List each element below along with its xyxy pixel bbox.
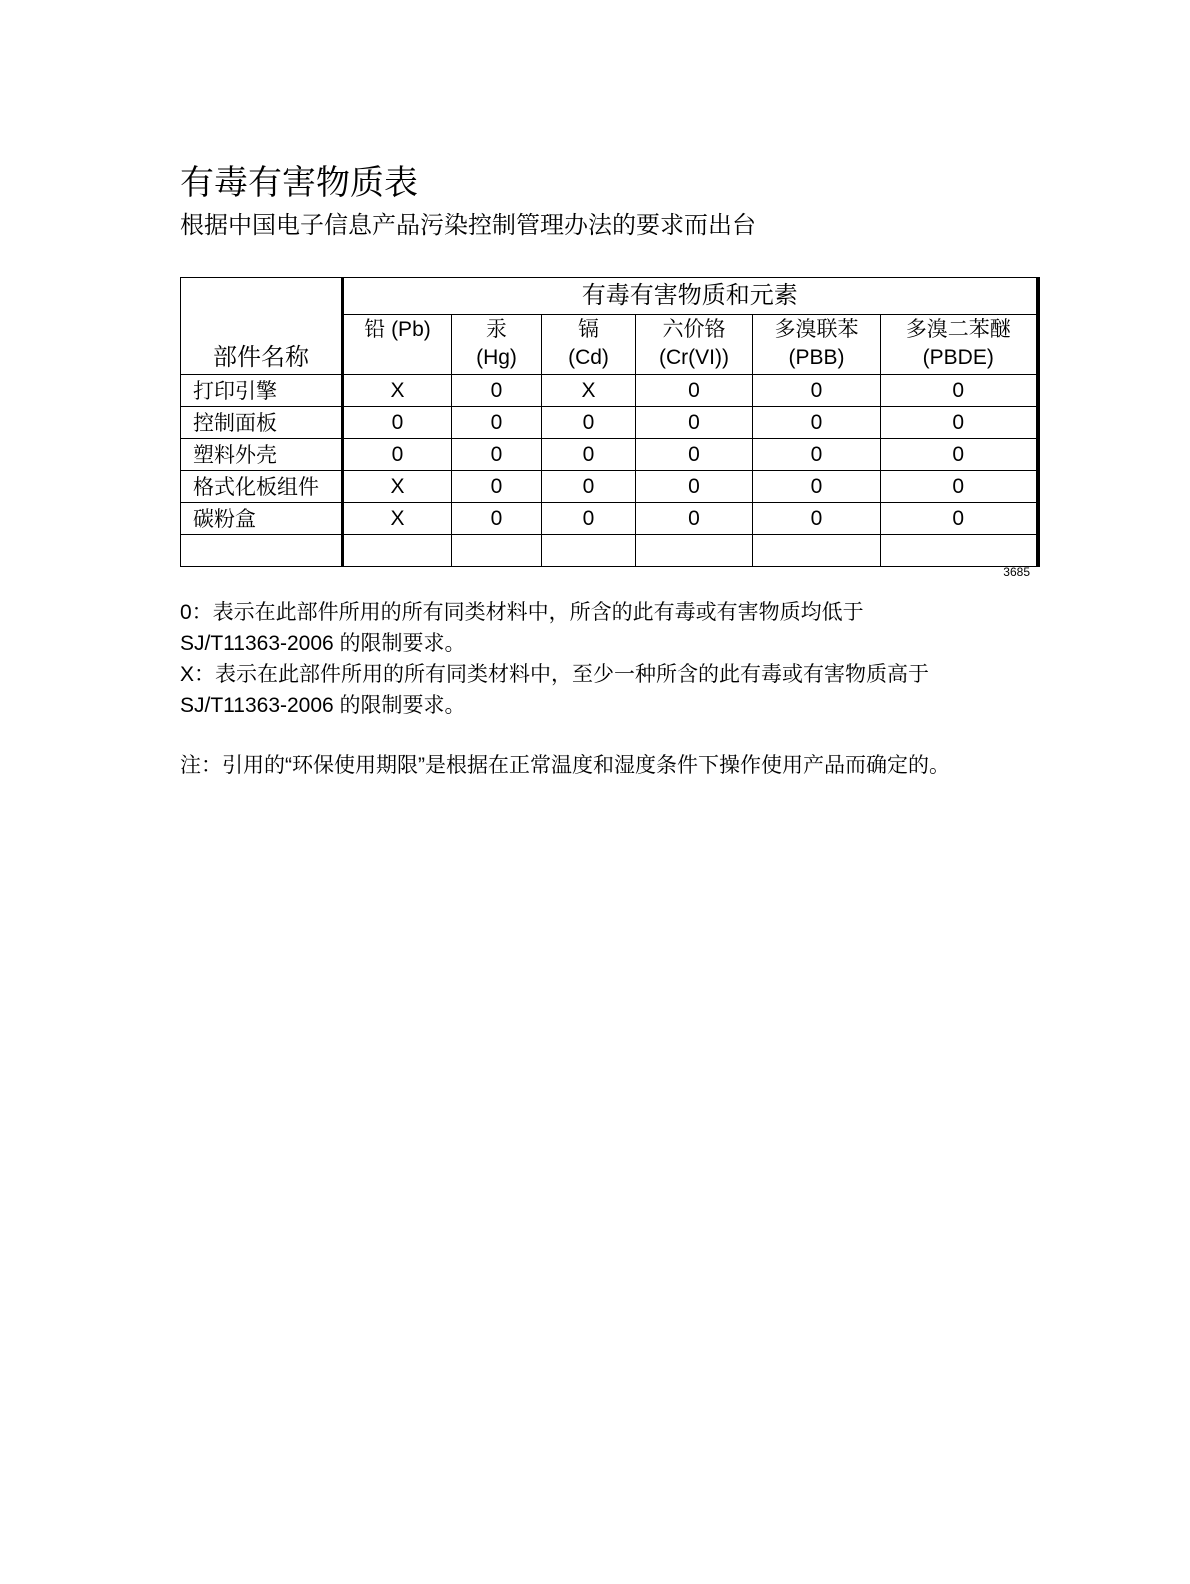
value-cell: 0 <box>753 471 881 503</box>
part-name-cell: 控制面板 <box>181 407 343 439</box>
substance-group-header: 有毒有害物质和元素 <box>343 278 1038 315</box>
value-cell: 0 <box>881 439 1038 471</box>
substance-name: 汞 <box>486 318 507 341</box>
value-cell: 0 <box>636 375 753 407</box>
note-x-line1: X：表示在此部件所用的所有同类材料中，至少一种所含的此有毒或有害物质高于 <box>180 663 930 686</box>
value-cell: 0 <box>636 503 753 535</box>
empty-cell <box>753 535 881 567</box>
document-code: 3685 <box>1003 565 1030 579</box>
part-name-cell: 格式化板组件 <box>181 471 343 503</box>
table-row <box>181 503 1038 535</box>
substance-symbol: (Cr(VI)) <box>659 346 729 369</box>
substance-symbol: (Cd) <box>568 346 609 369</box>
value-cell: 0 <box>542 407 636 439</box>
part-name-header: 部件名称 <box>181 278 343 375</box>
value-cell: X <box>343 503 452 535</box>
value-cell: 0 <box>452 503 542 535</box>
part-name-cell: 打印引擎 <box>181 375 343 407</box>
value-cell: 0 <box>452 375 542 407</box>
value-cell: 0 <box>753 407 881 439</box>
substance-name: 镉 <box>578 318 599 341</box>
page-title: 有毒有害物质表 <box>180 163 418 203</box>
value-cell: X <box>343 375 452 407</box>
notes-section <box>180 597 950 781</box>
value-cell: 0 <box>753 375 881 407</box>
table-row <box>181 375 1038 407</box>
value-cell: 0 <box>542 503 636 535</box>
table-row <box>181 407 1038 439</box>
hazardous-substances-table <box>180 277 1040 567</box>
value-cell: 0 <box>636 471 753 503</box>
table-header-row <box>181 278 1038 315</box>
empty-cell <box>343 535 452 567</box>
substance-name: 铅 (Pb) <box>364 318 431 341</box>
substance-header-pb <box>343 315 452 375</box>
substance-header-cr-vi <box>636 315 753 375</box>
note-spacer <box>180 721 950 750</box>
page-subtitle: 根据中国电子信息产品污染控制管理办法的要求而出台 <box>180 211 756 239</box>
substance-header-hg <box>452 315 542 375</box>
value-cell: 0 <box>753 503 881 535</box>
value-cell: 0 <box>881 471 1038 503</box>
empty-cell <box>452 535 542 567</box>
value-cell: 0 <box>343 439 452 471</box>
empty-cell <box>542 535 636 567</box>
substance-header-pbde <box>881 315 1038 375</box>
table-row-empty <box>181 535 1038 567</box>
substance-header-cd <box>542 315 636 375</box>
part-name-cell: 塑料外壳 <box>181 439 343 471</box>
value-cell: 0 <box>542 439 636 471</box>
note-x-line2: SJ/T11363-2006 的限制要求。 <box>180 694 466 717</box>
note-zero-line2: SJ/T11363-2006 的限制要求。 <box>180 632 466 655</box>
substance-name: 多溴二苯醚 <box>905 318 1011 341</box>
part-name-cell: 碳粉盒 <box>181 503 343 535</box>
note-zero-line1: 0：表示在此部件所用的所有同类材料中，所含的此有毒或有害物质均低于 <box>180 601 864 624</box>
substance-header-pbb <box>753 315 881 375</box>
value-cell: 0 <box>542 471 636 503</box>
value-cell: 0 <box>452 407 542 439</box>
value-cell: 0 <box>343 407 452 439</box>
table-row <box>181 439 1038 471</box>
value-cell: 0 <box>881 375 1038 407</box>
substance-symbol: (PBDE) <box>922 346 994 369</box>
substance-name: 六价铬 <box>662 318 726 341</box>
empty-cell <box>636 535 753 567</box>
value-cell: 0 <box>881 407 1038 439</box>
empty-cell <box>181 535 343 567</box>
value-cell: 0 <box>452 471 542 503</box>
value-cell: 0 <box>881 503 1038 535</box>
value-cell: 0 <box>753 439 881 471</box>
value-cell: 0 <box>452 439 542 471</box>
value-cell: X <box>542 375 636 407</box>
note-remark: 注：引用的“环保使用期限”是根据在正常温度和湿度条件下操作使用产品而确定的。 <box>180 754 950 777</box>
empty-cell <box>881 535 1038 567</box>
value-cell: 0 <box>636 439 753 471</box>
substance-symbol: (PBB) <box>788 346 845 369</box>
substance-symbol: (Hg) <box>476 346 517 369</box>
value-cell: X <box>343 471 452 503</box>
table-row <box>181 471 1038 503</box>
value-cell: 0 <box>636 407 753 439</box>
substance-name: 多溴联苯 <box>774 318 859 341</box>
